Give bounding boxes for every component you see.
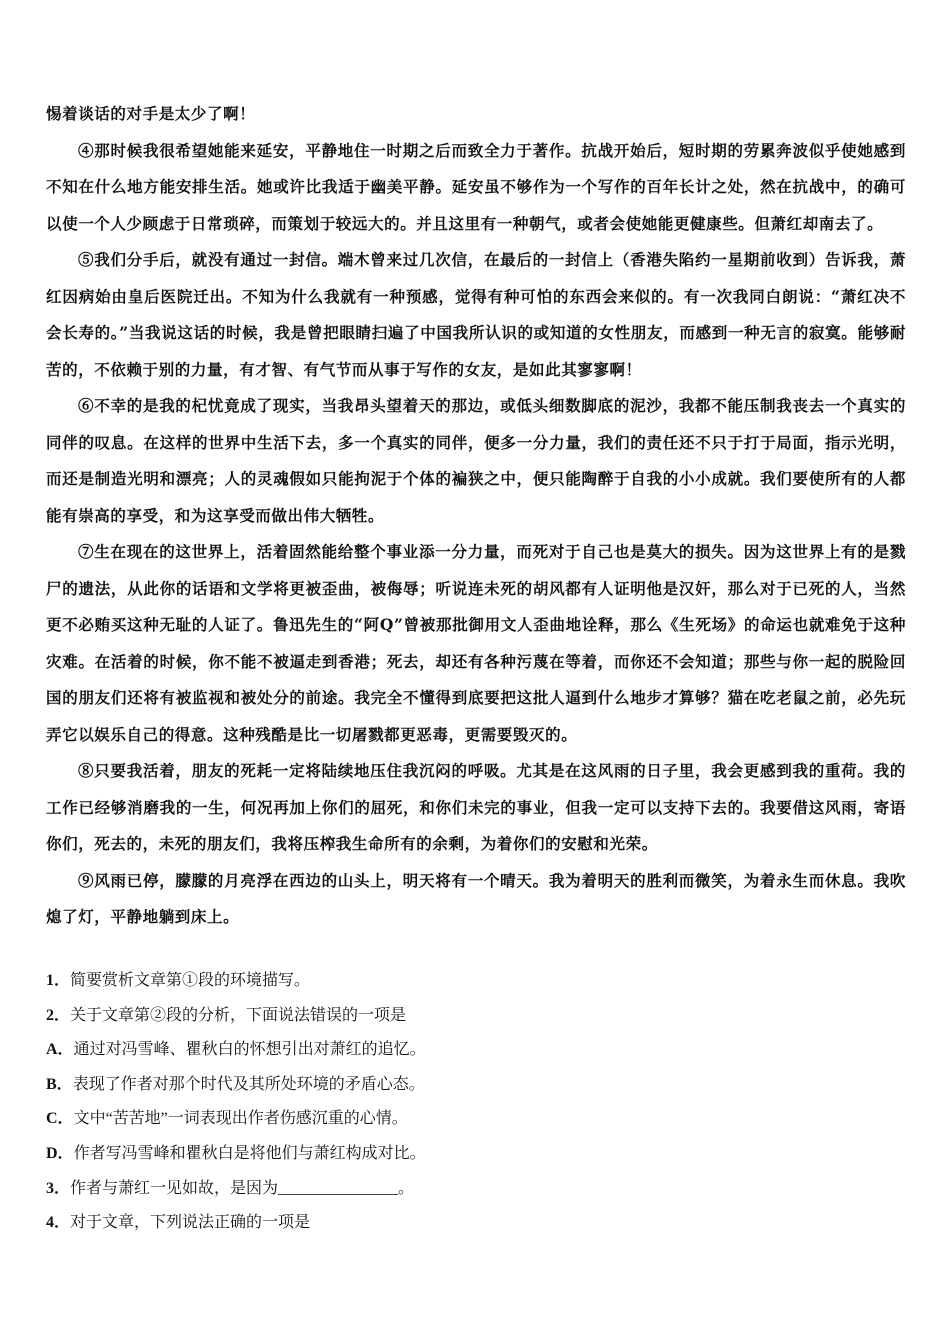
- option-text: 表现了作者对那个时代及其所处环境的矛盾心态。: [72, 1075, 425, 1093]
- option-letter: D．: [46, 1144, 74, 1162]
- question-section: [46, 964, 906, 1241]
- question-number: 3．: [46, 1179, 71, 1197]
- paragraph-fragment: 惕着谈话的对手是太少了啊！: [46, 104, 256, 123]
- option-text: 文中“苦苦地”一词表现出作者伤感沉重的心情。: [73, 1110, 408, 1128]
- option-d: [46, 1137, 906, 1172]
- option-text: 作者写冯雪峰和瞿秋白是将他们与萧红构成对比。: [73, 1144, 426, 1162]
- question-number: 2．: [46, 1006, 71, 1024]
- paragraph-9: ⑨风雨已停，朦朦的月亮浮在西边的山头上，明天将有一个晴天。我为着明天的胜利而微笑，为着永生而休息。我吹熄了灯，平静地躺到床上。: [46, 870, 906, 926]
- paragraph-4: ④那时候我很希望她能来延安，平静地住一时期之后而致全力于著作。抗战开始后，短时期的劳累奔波似乎使她感到不知在什么地方能安排生活。她或许比我适于幽美平静。延安虽不够作为一个写作的百年长计之处，然在抗战中，的确可以使一个人少顾虑于日常琐碎，而策划于较远大的。并且这里有一种朝气，或者会使她能更健康些。但萧红却南去了。: [46, 140, 906, 233]
- question-text: 作者与萧红一见如故，是因为_______________。: [70, 1179, 415, 1197]
- article-body: [46, 96, 906, 936]
- option-letter: A．: [46, 1041, 74, 1059]
- option-b: [46, 1068, 906, 1103]
- paragraph-6: ⑥不幸的是我的杞忧竟成了现实，当我昂头望着天的那边，或低头细数脚底的泥沙，我都不能压制我丧去一个真实的同伴的叹息。在这样的世界中生活下去，多一个真实的同伴，便多一分力量，我们的责任还不只于打于局面，指示光明，而还是制造光明和漂亮；人的灵魂假如只能拘泥于个体的褊狭之中，便只能陶醉于自我的小小成就。我们要使所有的人都能有崇高的享受，和为这享受而做出伟大牺牲。: [46, 396, 906, 525]
- option-letter: B．: [46, 1075, 73, 1093]
- question-text: 对于文章，下列说法正确的一项是: [70, 1214, 311, 1232]
- question-4: [46, 1206, 906, 1241]
- question-2: [46, 999, 906, 1034]
- paragraph-7: ⑦生在现在的这世界上，活着固然能给整个事业添一分力量，而死对于自己也是莫大的损失。因为这世界上有的是戮尸的遗法，从此你的话语和文学将更被歪曲，被侮辱；听说连未死的胡风都有人证明他是汉奸，那么对于已死的人，当然更不必贿买这种无耻的人证了。鲁迅先生的“阿Q”曾被那批御用文人歪曲地诠释，那么《生死场》的命运也就难免于这种灾难。在活着的时候，你不能不被逼走到香港；死去，却还有各种污蔑在等着，而你还不会知道；那些与你一起的脱险回国的朋友们还将有被监视和被处分的前途。我完全不懂得到底要把这批人逼到什么地步才算够？猫在吃老鼠之前，必先玩弄它以娱乐自己的得意。这种残酷是比一切屠戮都更恶毒，更需要毁灭的。: [46, 542, 906, 744]
- option-a: [46, 1033, 906, 1068]
- option-c: [46, 1102, 906, 1137]
- question-1: [46, 964, 906, 999]
- question-number: 4．: [46, 1214, 71, 1232]
- question-text: 关于文章第②段的分析，下面说法错误的一项是: [70, 1006, 407, 1024]
- option-letter: C．: [46, 1110, 74, 1128]
- option-text: 通过对冯雪峰、瞿秋白的怀想引出对萧红的追忆。: [73, 1041, 426, 1059]
- question-number: 1．: [46, 972, 71, 989]
- paragraph-8: ⑧只要我活着，朋友的死耗一定将陆续地压住我沉闷的呼吸。尤其是在这风雨的日子里，我会更感到我的重荷。我的工作已经够消磨我的一生，何况再加上你们的屈死，和你们未完的事业，但我一定可以支持下去的。我要借这风雨，寄语你们，死去的，未死的朋友们，我将压榨我生命所有的余剩，为着你们的安慰和光荣。: [46, 761, 906, 853]
- paragraph-5: ⑤我们分手后，就没有通过一封信。端木曾来过几次信，在最后的一封信上（香港失陷约一星期前收到）告诉我，萧红因病始由皇后医院迁出。不知为什么我就有一种预感，觉得有种可怕的东西会来似的。有一次我同白朗说：“萧红决不会长寿的。”当我说这话的时候，我是曾把眼睛扫遍了中国我所认识的或知道的女性朋友，而感到一种无言的寂寞。能够耐苦的，不依赖于别的力量，有才智、有气节而从事于写作的女友，是如此其寥寥啊！: [46, 250, 906, 379]
- question-3: [46, 1172, 906, 1207]
- question-text: 简要赏析文章第①段的环境描写。: [70, 972, 311, 989]
